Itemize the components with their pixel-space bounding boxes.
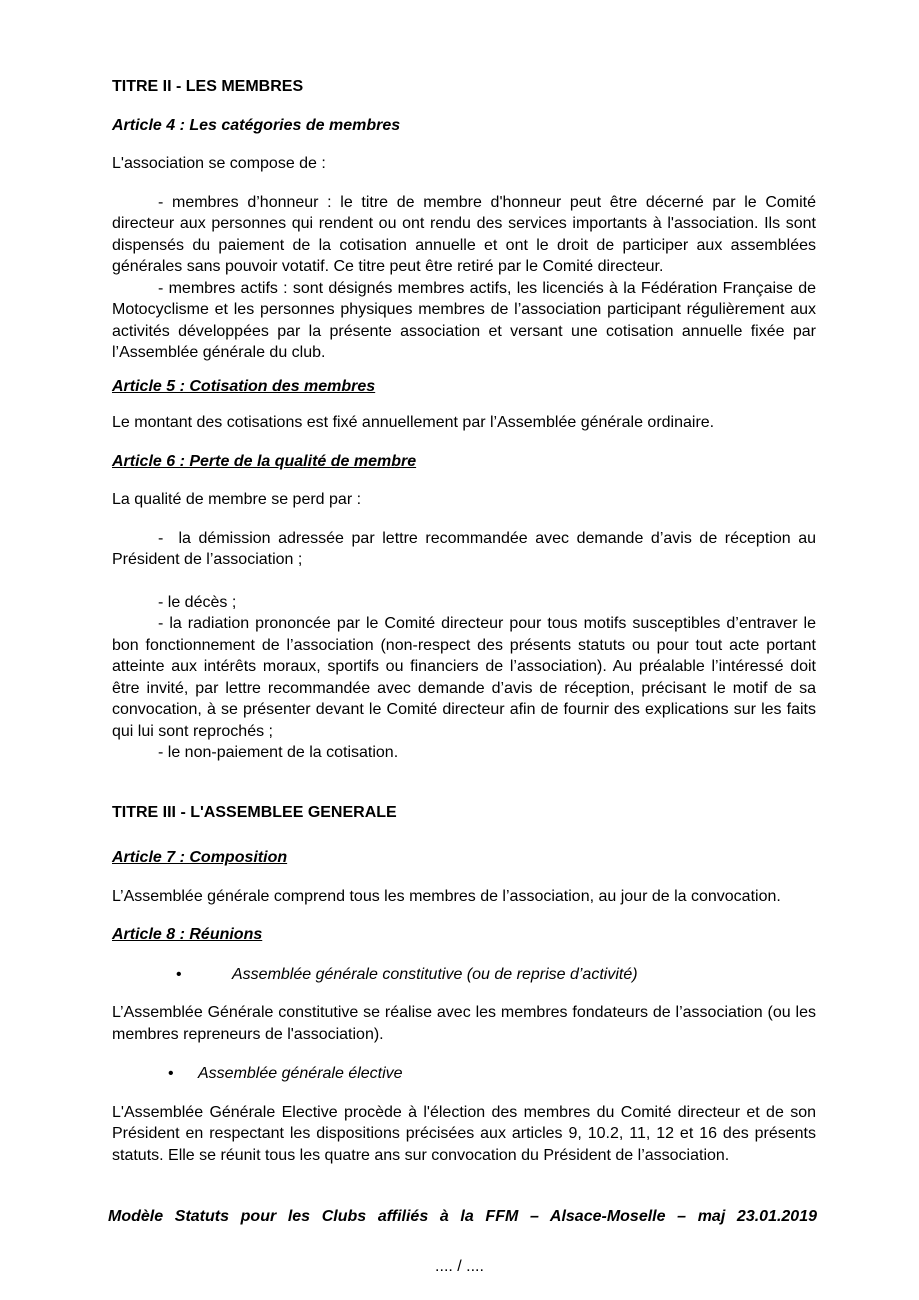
footer-model-line: Modèle Statuts pour les Clubs affiliés à la FFM – Alsace-Moselle – maj 23.01.2019 — [108, 1208, 817, 1225]
titre3-heading: TITRE III - L'ASSEMBLEE GENERALE — [112, 803, 397, 821]
bullet-constitutive — [112, 964, 816, 986]
bullet-icon: • — [176, 965, 182, 983]
bullet-icon: • — [168, 1065, 174, 1082]
constitutive-paragraph: L’Assemblée Générale constitutive se réalise avec les membres fondateurs de l’association (ou les membres repreneurs de l'association). — [112, 1004, 816, 1043]
bullet-constitutive-label: Assemblée générale constitutive (ou de reprise d’activité) — [232, 965, 638, 983]
item-radiation: - la radiation prononcée par le Comité directeur pour tous motifs susceptibles d’entraver le bon fonctionnement de l’association (non-respect des présents statuts ou pour tout acte portant atteinte aux intérêts moraux, sportifs ou financiers de l’association). Au préalable l’intéressé doit être invité, par lettre recommandée avec demande d’avis de réception, précisant le motif de sa convocation, à se présenter devant le Comité directeur afin de fournir des explications sur les faits qui lui sont reprochés ; — [112, 615, 816, 740]
bullet-elective — [112, 1063, 816, 1085]
article6-heading: Article 6 : Perte de la qualité de membre — [112, 452, 417, 470]
item-deces: - le décès ; — [158, 593, 237, 611]
titre2-heading: TITRE II - LES MEMBRES — [112, 78, 304, 95]
elective-paragraph: L'Assemblée Générale Elective procède à l'élection des membres du Comité directeur et de son Président en respectant les dispositions précisées aux articles 9, 10.2, 11, 12 et 16 des présents statuts. Elle se réunit tous les quatre ans sur convocation du Président de l’association. — [112, 1103, 816, 1164]
bullet-elective-label: Assemblée générale élective — [198, 1065, 403, 1082]
membres-honneur-paragraph: - membres d’honneur : le titre de membre d'honneur peut être décerné par le Comité directeur aux personnes qui rendent ou ont rendu des services importants à l'association. Ils sont dispensés du paiement de la cotisation annuelle et ont le droit de participer aux assemblées générales sans pouvoir votatif. Ce titre peut être retiré par le Comité directeur. — [112, 193, 816, 275]
item-demission: - la démission adressée par lettre recommandée avec demande d’avis de réception au Président de l’association ; — [112, 529, 816, 568]
article4-heading: Article 4 : Les catégories de membres — [112, 116, 401, 134]
item-nonpaiement: - le non-paiement de la cotisation. — [158, 744, 399, 761]
article4-intro: L'association se compose de : — [112, 155, 326, 172]
page-number-indicator: .... / .... — [435, 1258, 484, 1275]
article8-heading: Article 8 : Réunions — [112, 926, 263, 943]
article5-heading: Article 5 : Cotisation des membres — [112, 377, 376, 395]
document-body — [112, 76, 816, 1166]
article6-intro: La qualité de membre se perd par : — [112, 491, 362, 508]
membres-actifs-paragraph: - membres actifs : sont désignés membres actifs, les licenciés à la Fédération Française de Motocyclisme et les personnes physiques membres de l’association participant régulièrement aux activités développées par la présente association et versant une cotisation annuelle fixée par l’Assemblée générale du club. — [112, 279, 816, 361]
article5-body: Le montant des cotisations est fixé annuellement par l’Assemblée générale ordinaire. — [112, 414, 715, 431]
article7-body: L’Assemblée générale comprend tous les membres de l’association, au jour de la convocation. — [112, 887, 781, 905]
article7-heading: Article 7 : Composition — [112, 849, 288, 866]
